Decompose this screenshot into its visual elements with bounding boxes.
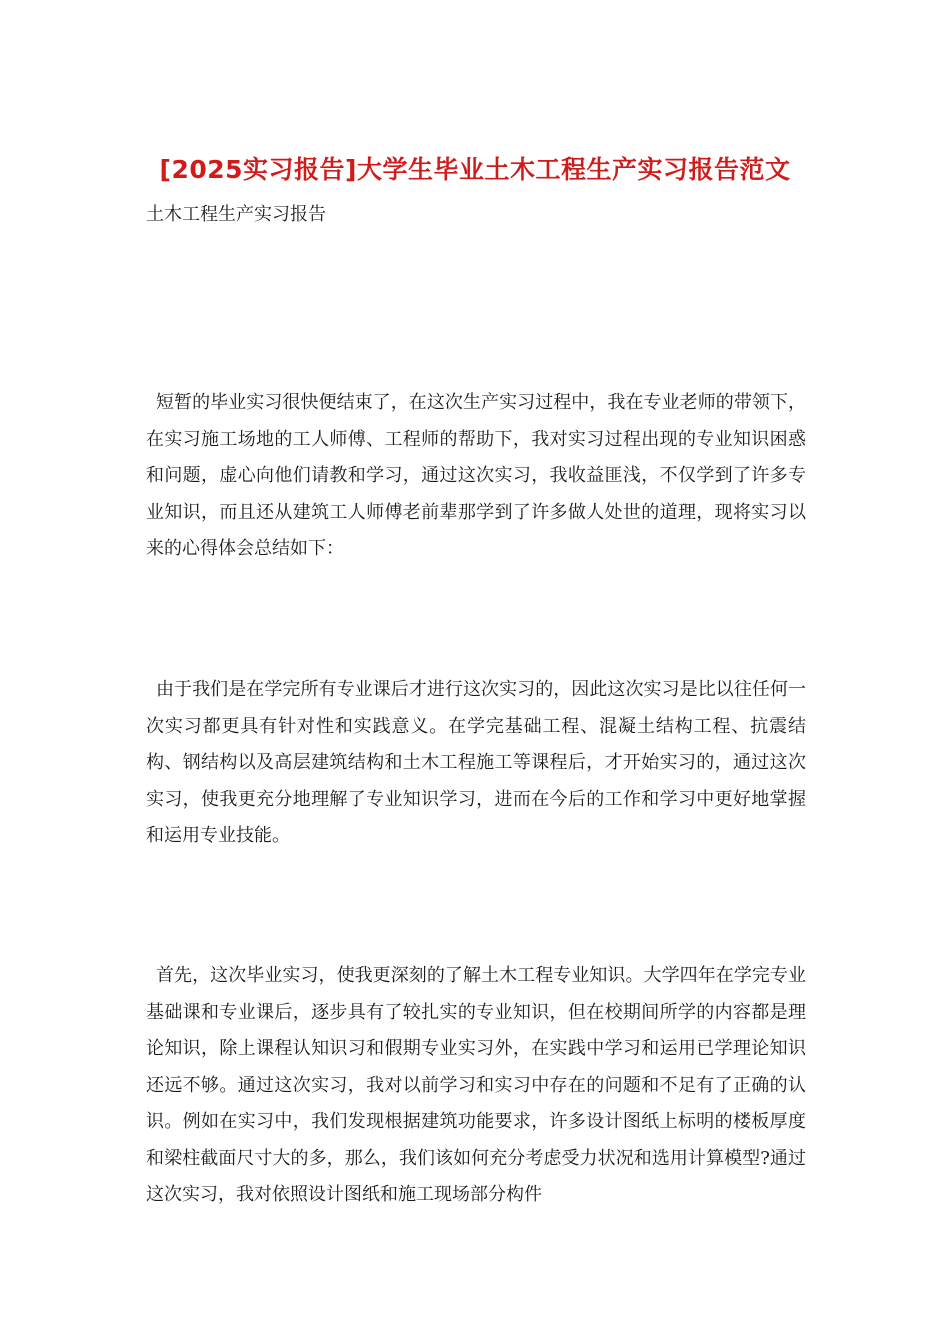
paragraph-1: 短暂的毕业实习很快便结束了，在这次生产实习过程中，我在专业老师的带领下，在实习施工场地的工人师傅、工程师的帮助下，我对实习过程出现的专业知识困惑和问题，虚心向他们请教和学习，通过这次实习，我收益匪浅，不仅学到了许多专业知识，而且还从建筑工人师傅老前辈那学到了许多做人处世的道理，现将实习以来的心得体会总结如下：	[146, 392, 806, 559]
paragraph-2: 由于我们是在学完所有专业课后才进行这次实习的，因此这次实习是比以往任何一次实习都更具有针对性和实践意义。在学完基础工程、混凝土结构工程、抗震结构、钢结构以及高层建筑结构和土木工程施工等课程后，才开始实习的，通过这次实习，使我更充分地理解了专业知识学习，进而在今后的工作和学习中更好地掌握和运用专业技能。	[146, 679, 806, 846]
document-title: [2025实习报告]大学生毕业土木工程生产实习报告范文	[159, 155, 791, 184]
document-subtitle: 土木工程生产实习报告	[146, 204, 326, 225]
paragraph-3: 首先，这次毕业实习，使我更深刻的了解土木工程专业知识。大学四年在学完专业基础课和专业课后，逐步具有了较扎实的专业知识，但在校期间所学的内容都是理论知识，除上课程认知识习和假期专业实习外，在实践中学习和运用已学理论知识还远不够。通过这次实习，我对以前学习和实习中存在的问题和不足有了正确的认识。例如在实习中，我们发现根据建筑功能要求，许多设计图纸上标明的楼板厚度和梁柱截面尺寸大的多，那么，我们该如何充分考虑受力状况和选用计算模型?通过这次实习，我对依照设计图纸和施工现场部分构件	[146, 965, 806, 1205]
